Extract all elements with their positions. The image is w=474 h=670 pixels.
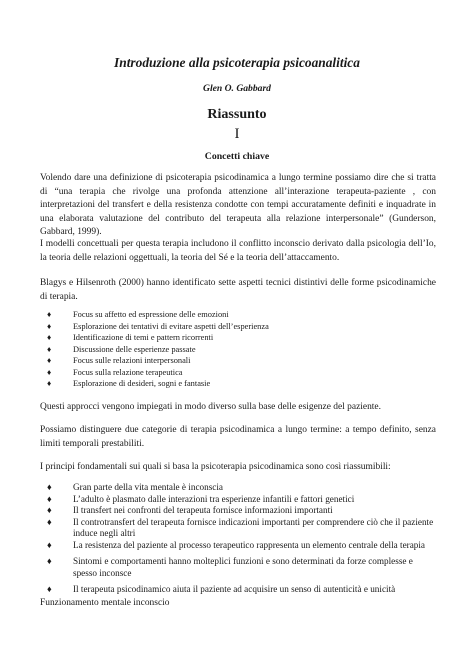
list-item: ♦ Esplorazione dei tentativi di evitare aspetti dell’esperienza: [47, 321, 269, 331]
categories-paragraph: Possiamo distinguere due categorie di terapia psicodinamica a lungo termine: a tempo definito, senza limiti temporali prestabiliti.: [40, 425, 436, 449]
diamond-bullet-icon: ♦: [47, 584, 52, 595]
principles-list: [47, 482, 436, 596]
section-heading: Riassunto: [207, 107, 267, 122]
diamond-bullet-icon: ♦: [47, 379, 52, 388]
diamond-bullet-icon: ♦: [47, 539, 52, 550]
chapter-title: Concetti chiave: [204, 151, 270, 162]
list-item: ♦ Il controtransfert del terapeuta fornisce indicazioni importanti per comprendere ciò che il paziente induce negli altri: [47, 516, 434, 539]
list-item: ♦ L’adulto è plasmato dalle interazioni tra esperienze infantili e fattori genetici: [47, 493, 355, 504]
diamond-bullet-icon: ♦: [47, 482, 52, 492]
diamond-bullet-icon: ♦: [47, 321, 52, 331]
list-item: ♦ Il transfert nei confronti del terapeuta fornisce informazioni importanti: [47, 505, 333, 516]
diamond-bullet-icon: ♦: [47, 344, 52, 354]
diamond-bullet-icon: ♦: [47, 356, 52, 365]
diamond-bullet-icon: ♦: [47, 505, 52, 516]
list-item: ♦ Focus su affetto ed espressione delle emozioni: [47, 310, 229, 319]
list-item: ♦ La resistenza del paziente al processo terapeutico rappresenta un elemento centrale della terapia: [47, 539, 426, 550]
list-item: ♦ Focus sulle relazioni interpersonali: [47, 356, 191, 365]
diamond-bullet-icon: ♦: [47, 333, 52, 342]
models-paragraph: I modelli concettuali per questa terapia includono il conflitto inconscio derivato dalla psicologia dell’Io, la teoria delle relazioni oggettuali, la teoria del Sé e la teoria dell’attaccamento.: [40, 239, 436, 263]
document-author: Glen O. Gabbard: [203, 83, 271, 94]
principles-intro: I principi fondamentali sui quali si basa la psicoterapia psicodinamica sono così riassumibili:: [40, 462, 391, 472]
definition-paragraph: Volendo dare una definizione di psicoterapia psicodinamica a lungo termine possiamo dire che si tratta di “una terapia che rivolge una profonda attenzione all’interazione terapeuta-paziente , con interpretazioni del transfert e della resistenza condotte con tempi accuratamente definiti e inquadrate in una elaborata valutazione del contributo del terapeuta alla relazione interpersonale” (Gunderson, Gabbard, 1999).: [40, 173, 436, 238]
diamond-bullet-icon: ♦: [47, 367, 52, 377]
list-item: ♦ Esplorazione di desideri, sogni e fantasie: [47, 379, 211, 388]
list-item: ♦ Gran parte della vita mentale è inconscia: [47, 482, 223, 492]
list-item: ♦ Discussione delle esperienze passate: [47, 344, 196, 354]
list-item: ♦ Focus sulla relazione terapeutica: [47, 367, 183, 377]
diamond-bullet-icon: ♦: [47, 556, 52, 567]
document-title: Introduzione alla psicoterapia psicoanalitica: [114, 55, 360, 70]
diamond-bullet-icon: ♦: [47, 310, 52, 319]
chapter-numeral: I: [234, 126, 240, 142]
technical-aspects-list: [47, 309, 436, 390]
diamond-bullet-icon: ♦: [47, 493, 52, 504]
technical-aspects-intro: Blagys e Hilsenroth (2000) hanno identificato sette aspetti tecnici distintivi delle forme psicodinamiche di terapia.: [40, 278, 436, 302]
list-item: ♦ Identificazione di temi e pattern ricorrenti: [47, 333, 214, 342]
approaches-paragraph: Questi approcci vengono impiegati in modo diverso sulla base delle esigenze del paziente.: [40, 402, 381, 412]
list-item: ♦ Sintomi e comportamenti hanno molteplici funzioni e sono determinati da forze complesse e spesso inconsce: [47, 556, 413, 578]
list-item: ♦ Il terapeuta psicodinamico aiuta il paziente ad acquisire un senso di autenticità e unicità: [47, 584, 396, 595]
unconscious-functioning-heading: Funzionamento mentale inconscio: [40, 598, 170, 608]
diamond-bullet-icon: ♦: [47, 516, 52, 527]
